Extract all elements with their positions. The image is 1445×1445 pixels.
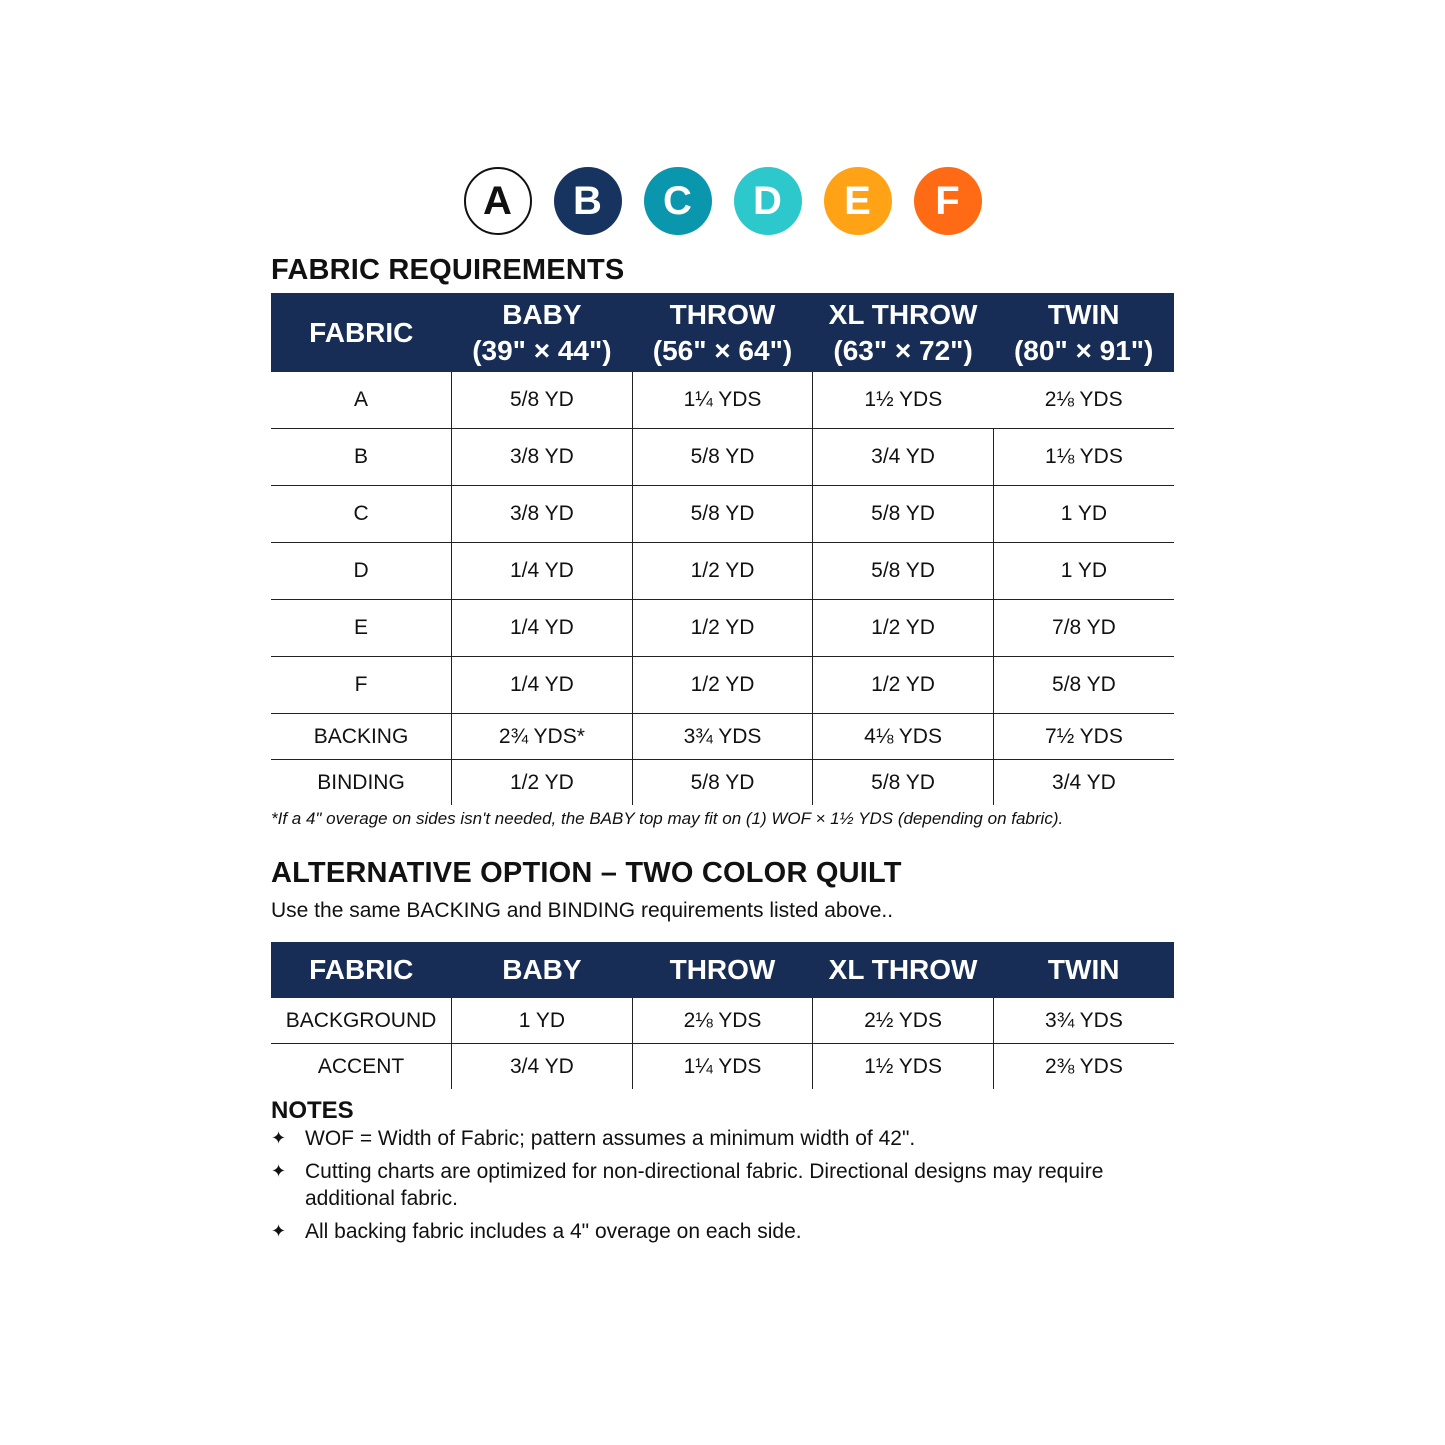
column-header-fabric: FABRIC: [271, 942, 452, 998]
table-cell: 4⅛ YDS: [813, 714, 994, 760]
table-cell: 7/8 YD: [993, 600, 1174, 657]
column-header-xl-throw: XL THROW: [813, 942, 994, 998]
table-cell: 2⅛ YDS: [1044, 388, 1123, 411]
alternative-option-title: ALTERNATIVE OPTION – TWO COLOR QUILT: [271, 857, 902, 889]
table-cell: 1½ YDS: [813, 372, 994, 429]
column-header-twin: TWIN: [993, 942, 1174, 998]
table-cell: 2¾ YDS*: [452, 714, 633, 760]
table-cell: 7½ YDS: [993, 714, 1174, 760]
note-text: Cutting charts are optimized for non-directional fabric. Directional designs may require additional fabric.: [305, 1160, 1104, 1210]
table-cell: 1/2 YD: [452, 760, 633, 806]
swatch-label: B: [573, 178, 602, 223]
table-cell: A: [354, 388, 369, 411]
table-cell: BACKGROUND: [285, 1008, 437, 1032]
fabric-swatch-row: [0, 167, 1445, 235]
table-cell: 3/4 YD: [993, 760, 1174, 806]
swatch-label: A: [483, 178, 512, 223]
note-text: WOF = Width of Fabric; pattern assumes a minimum width of 42".: [305, 1127, 916, 1150]
notes-list: [271, 1125, 1181, 1251]
table-cell: 1 YD: [993, 543, 1174, 600]
notes-title: NOTES: [271, 1097, 354, 1124]
table-row: [271, 486, 1174, 543]
fabric-requirements-title: FABRIC REQUIREMENTS: [271, 254, 625, 286]
footnote: *If a 4" overage on sides isn't needed, the BABY top may fit on (1) WOF × 1½ YDS (depending on fabric).: [271, 809, 1064, 828]
table-cell: 3/8 YD: [452, 429, 633, 486]
table-cell: 1½ YDS: [813, 1044, 994, 1090]
table-cell: C: [271, 486, 452, 543]
table-cell: 5/8 YD: [993, 657, 1174, 714]
column-header-baby: BABY (39" × 44"): [452, 293, 633, 372]
table-header-row: [271, 293, 1174, 372]
list-item: [271, 1125, 1181, 1152]
table-cell: 1/4 YD: [452, 543, 633, 600]
table-cell: 1¼ YDS: [632, 372, 813, 429]
table-cell: 3/4 YD: [452, 1044, 633, 1090]
table-cell: ACCENT: [271, 1044, 452, 1090]
table-cell: BINDING: [271, 760, 452, 806]
table-cell: 3/4 YD: [813, 429, 994, 486]
table-cell: 1/2 YD: [632, 543, 813, 600]
table-row: [271, 714, 1174, 760]
table-row: [271, 657, 1174, 714]
list-item: [271, 1158, 1181, 1212]
table-cell: 1/2 YD: [813, 657, 994, 714]
table-row: [271, 998, 1174, 1044]
table-cell: 5/8 YD: [632, 760, 813, 806]
sparkle-bullet-icon: ✦: [271, 1221, 287, 1241]
table-cell: 1¼ YDS: [632, 1044, 813, 1090]
table-cell: 1/2 YD: [632, 600, 813, 657]
table-cell: 5/8 YD: [632, 429, 813, 486]
column-header-throw: THROW: [632, 942, 813, 998]
fabric-swatch-b: [554, 167, 622, 235]
sparkle-bullet-icon: ✦: [271, 1128, 287, 1148]
swatch-label: F: [935, 178, 960, 223]
fabric-swatch-c: [644, 167, 712, 235]
column-header-twin: TWIN (80" × 91"): [993, 293, 1174, 372]
table-cell: 1/4 YD: [452, 600, 633, 657]
table-cell: 1⅛ YDS: [993, 429, 1174, 486]
table-cell: F: [271, 657, 452, 714]
table-row: [271, 372, 1174, 429]
fabric-swatch-f: [914, 167, 982, 235]
swatch-label: D: [753, 178, 782, 223]
table-cell: 3¾ YDS: [993, 998, 1174, 1044]
table-cell: 5/8 YD: [813, 760, 994, 806]
fabric-swatch-e: [824, 167, 892, 235]
two-color-quilt-table: [271, 942, 1174, 1089]
swatch-label: C: [663, 178, 692, 223]
table-cell: BACKING: [271, 714, 452, 760]
table-cell: E: [271, 600, 452, 657]
fabric-swatch-d: [734, 167, 802, 235]
table-cell: 5/8 YD: [813, 543, 994, 600]
table-cell: 2½ YDS: [813, 998, 994, 1044]
note-text: All backing fabric includes a 4" overage on each side.: [305, 1220, 802, 1243]
column-header-throw: THROW (56" × 64"): [632, 293, 813, 372]
alternative-subtitle: Use the same BACKING and BINDING requirements listed above..: [271, 899, 894, 922]
table-row: [271, 543, 1174, 600]
table-cell: 5/8 YD: [632, 486, 813, 543]
column-header-baby: BABY: [452, 942, 633, 998]
table-cell: D: [271, 543, 452, 600]
table-cell: 2⅛ YDS: [632, 998, 813, 1044]
table-cell: 5/8 YD: [452, 372, 633, 429]
swatch-label: E: [844, 178, 871, 223]
table-row: [271, 600, 1174, 657]
list-item: [271, 1218, 1181, 1245]
table-cell: 2⅜ YDS: [993, 1044, 1174, 1090]
table-row: [271, 1044, 1174, 1090]
table-cell: 3/8 YD: [452, 486, 633, 543]
table-cell: 1/2 YD: [632, 657, 813, 714]
table-row: [271, 429, 1174, 486]
fabric-requirements-table: [271, 293, 1174, 805]
table-cell: 3¾ YDS: [632, 714, 813, 760]
table-cell: 5/8 YD: [813, 486, 994, 543]
column-header-fabric: FABRIC: [271, 293, 452, 372]
table-cell: 1 YD: [993, 486, 1174, 543]
table-cell: 1/2 YD: [813, 600, 994, 657]
sparkle-bullet-icon: ✦: [271, 1161, 287, 1181]
column-header-xl-throw: XL THROW (63" × 72"): [813, 293, 994, 372]
fabric-swatch-a: [464, 167, 532, 235]
table-cell: B: [271, 429, 452, 486]
table-row: [271, 760, 1174, 806]
table-header-row: [271, 942, 1174, 998]
table-cell: 1/4 YD: [452, 657, 633, 714]
table-cell: 1 YD: [452, 998, 633, 1044]
